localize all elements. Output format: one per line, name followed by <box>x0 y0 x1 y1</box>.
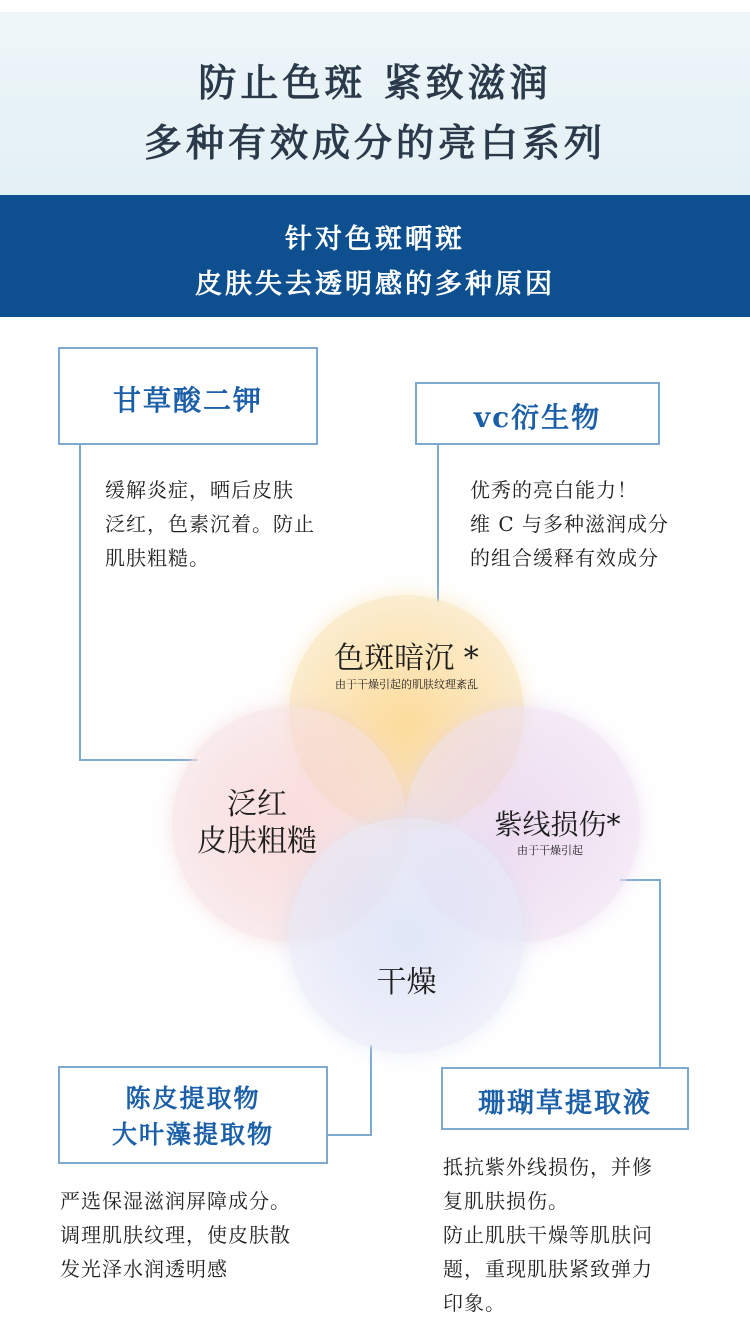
desc-line: 肌肤粗糙。 <box>105 546 210 570</box>
header-title-line2: 多种有效成分的亮白系列 <box>143 120 606 165</box>
ingredient-desc-citrus-seaweed <box>60 1184 360 1286</box>
ingredient-name-seaweed: 大叶藻提取物 <box>111 1120 274 1149</box>
desc-line: 严选保湿滋润屏障成分。 <box>60 1189 291 1213</box>
banner-line1: 针对色斑晒斑 <box>285 224 465 255</box>
connector-line-2-vertical <box>437 444 439 602</box>
banner-line2: 皮肤失去透明感的多种原因 <box>195 269 555 300</box>
cause-right-note: 由于干燥引起 <box>517 844 583 857</box>
ingredient-desc-licorice <box>105 473 345 575</box>
ingredient-label-licorice <box>58 347 318 445</box>
desc-line: 优秀的亮白能力！ <box>470 478 638 502</box>
ingredient-name-vc: vc衍生物 <box>473 401 602 434</box>
connector-line-1-horizontal <box>79 759 197 761</box>
cause-top-title: 色斑暗沉 * <box>334 641 479 676</box>
cause-top-note: 由于干燥引起的肌肤纹理紊乱 <box>335 678 478 691</box>
desc-line: 抵抗紫外线损伤，并修 <box>443 1155 653 1179</box>
ingredient-desc-vc <box>470 473 730 575</box>
desc-line: 复肌肤损伤。 <box>443 1189 569 1213</box>
desc-line: 的组合缓释有效成分 <box>470 546 659 570</box>
ingredient-label-citrus-seaweed <box>58 1066 328 1164</box>
ingredient-label-vc <box>415 382 660 445</box>
desc-line: 防止肌肤干燥等肌肤问 <box>443 1223 653 1247</box>
ingredient-name-citrus: 陈皮提取物 <box>125 1084 261 1113</box>
connector-line-3-vertical <box>659 879 661 1067</box>
ingredient-label-coral-grass <box>441 1067 689 1130</box>
ingredient-desc-coral-grass <box>443 1150 713 1320</box>
cause-bottom-title: 干燥 <box>376 965 437 1000</box>
cause-left-line2: 皮肤粗糙 <box>197 824 317 859</box>
desc-line: 调理肌肤纹理，使皮肤散 <box>60 1223 291 1247</box>
desc-line: 泛红，色素沉着。防止 <box>105 512 315 536</box>
connector-line-1-vertical <box>79 444 81 760</box>
desc-line: 发光泽水润透明感 <box>60 1257 228 1281</box>
cause-left-line1: 泛红 <box>227 787 287 822</box>
connector-line-4-horizontal <box>327 1134 372 1136</box>
desc-line: 印象。 <box>443 1291 506 1315</box>
header-title-line1: 防止色斑 紧致滋润 <box>198 60 552 105</box>
ingredient-name-coral-grass: 珊瑚草提取液 <box>478 1088 652 1119</box>
ingredient-name-licorice: 甘草酸二钾 <box>112 384 263 417</box>
connector-line-4-vertical <box>370 1045 372 1135</box>
cause-right-title: 紫线损伤* <box>494 808 621 841</box>
desc-line: 题，重现肌肤紧致弹力 <box>443 1257 653 1281</box>
desc-line: 缓解炎症，晒后皮肤 <box>105 478 294 502</box>
desc-line: 维 C 与多种滋润成分 <box>470 512 670 536</box>
